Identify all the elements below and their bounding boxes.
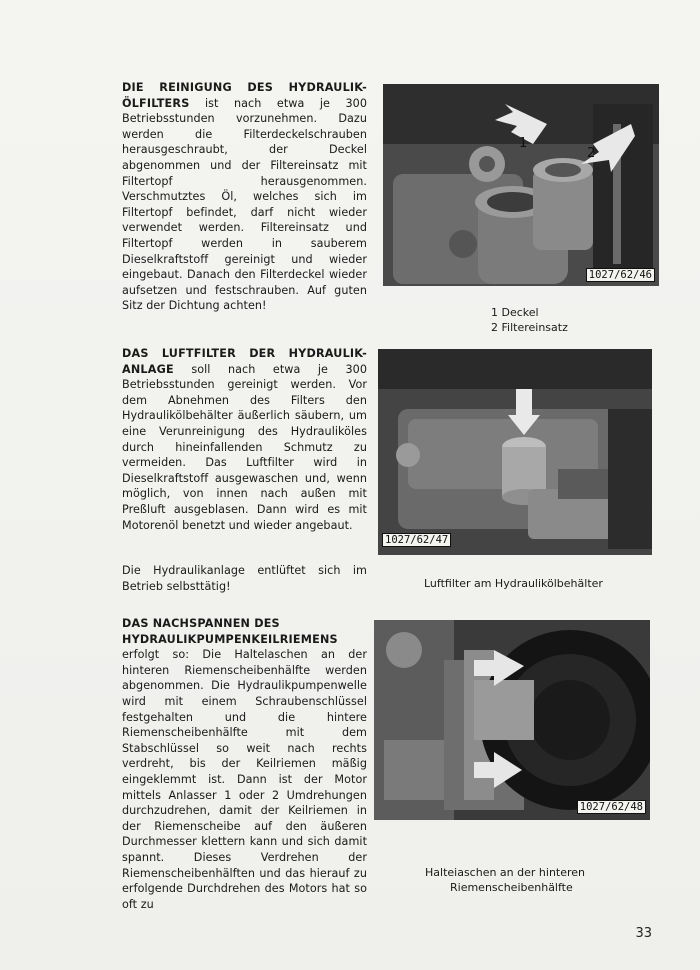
caption-belt-pulley-1: Halteiaschen an der hinteren [425, 866, 586, 879]
photo-air-filter-ref: 1027/62/47 [382, 533, 451, 547]
photo-air-filter [378, 349, 652, 555]
section-filter-cleaning [122, 80, 367, 314]
page-number: 33 [635, 926, 652, 941]
photo-filter-number-2: 2 [587, 146, 596, 161]
photo-filter [383, 84, 659, 286]
photo-filter-ref: 1027/62/46 [586, 268, 655, 282]
photo-filter-number-1: 1 [519, 136, 528, 151]
section-air-filter [122, 346, 367, 533]
section-air-filter-body: soll nach etwa je 300 Betriebsstunden gereinigt werden. Vor dem Abnehmen des Filters den Hydraulikölbehälter äußerlich säubern, um eine Verunreinigung des Hydrauliköles durch hineinfallenden Schmutz zu vermeiden. Das Luftfilter wird in Dieselkraftstoff ausgewaschen und, wenn möglich, von innen nach außen mit Preßluft ausgeblasen. Dann wird es mit Motorenöl benetzt und wieder angebaut. [122, 362, 367, 532]
section-belt-tension-text [122, 616, 367, 912]
caption-filter-2: 2 Filtereinsatz [491, 321, 568, 334]
section-belt-tension [122, 616, 367, 912]
caption-air-filter: Luftfilter am Hydraulikölbehälter [424, 577, 603, 590]
section-belt-tension-body: erfolgt so: Die Haltelaschen an der hinteren Riemenscheibenhälfte werden abgenommen. Die Hydraulikpumpenwelle wird mit einem Schraubenschlüssel festgehalten und die hintere Riemenscheibenhälfte mit dem Stabschlüssel so weit nach rechts verdreht, bis der Keilriemen mäßig eingeklemmt ist. Dann ist der Motor mittels Anlasser 1 oder 2 Umdrehungen durchzudrehen, damit der Keilriemen in der Riemenscheibe auf den äußeren Durchmesser klettern kann und sich damit spannt. Dieses Verdrehen der Riemenscheibenhälften und das hierauf zu erfolgende Durchdrehen des Motors hat so oft zu [122, 648, 367, 911]
section-filter-cleaning-text [122, 80, 367, 314]
section-filter-cleaning-heading: DIE REINIGUNG DES HYDRAULIK-ÖLFILTERS [122, 81, 367, 110]
caption-belt-pulley-2: Riemenscheibenhälfte [450, 881, 573, 894]
note-venting [122, 563, 367, 594]
section-air-filter-text [122, 346, 367, 533]
section-belt-tension-heading: DAS NACHSPANNEN DES HYDRAULIKPUMPENKEILRIEMENS [122, 617, 338, 646]
caption-filter-1: 1 Deckel [491, 306, 539, 319]
section-filter-cleaning-body: ist nach etwa je 300 Betriebsstunden vorzunehmen. Dazu werden die Filterdeckelschrauben herausgeschraubt, der Deckel abgenommen und der Filtereinsatz mit Filtertopf herausgenommen. Verschmutztes Öl, welches sich im Filtertopf befindet, darf nicht wieder verwendet werden. Filtereinsatz und Filtertopf werden in sauberem Dieselkraftstoff gereinigt und wieder eingebaut. Danach den Filterdeckel wieder aufsetzen und festschrauben. Auf guten Sitz der Dichtung achten! [122, 96, 368, 313]
photo-belt-pulley-ref: 1027/62/48 [577, 800, 646, 814]
note-venting-text: Die Hydraulikanlage entlüftet sich im Betrieb selbsttätig! [122, 564, 367, 593]
photo-belt-pulley [374, 620, 650, 820]
section-air-filter-heading: DAS LUFTFILTER DER HYDRAULIK-ANLAGE [122, 347, 367, 376]
